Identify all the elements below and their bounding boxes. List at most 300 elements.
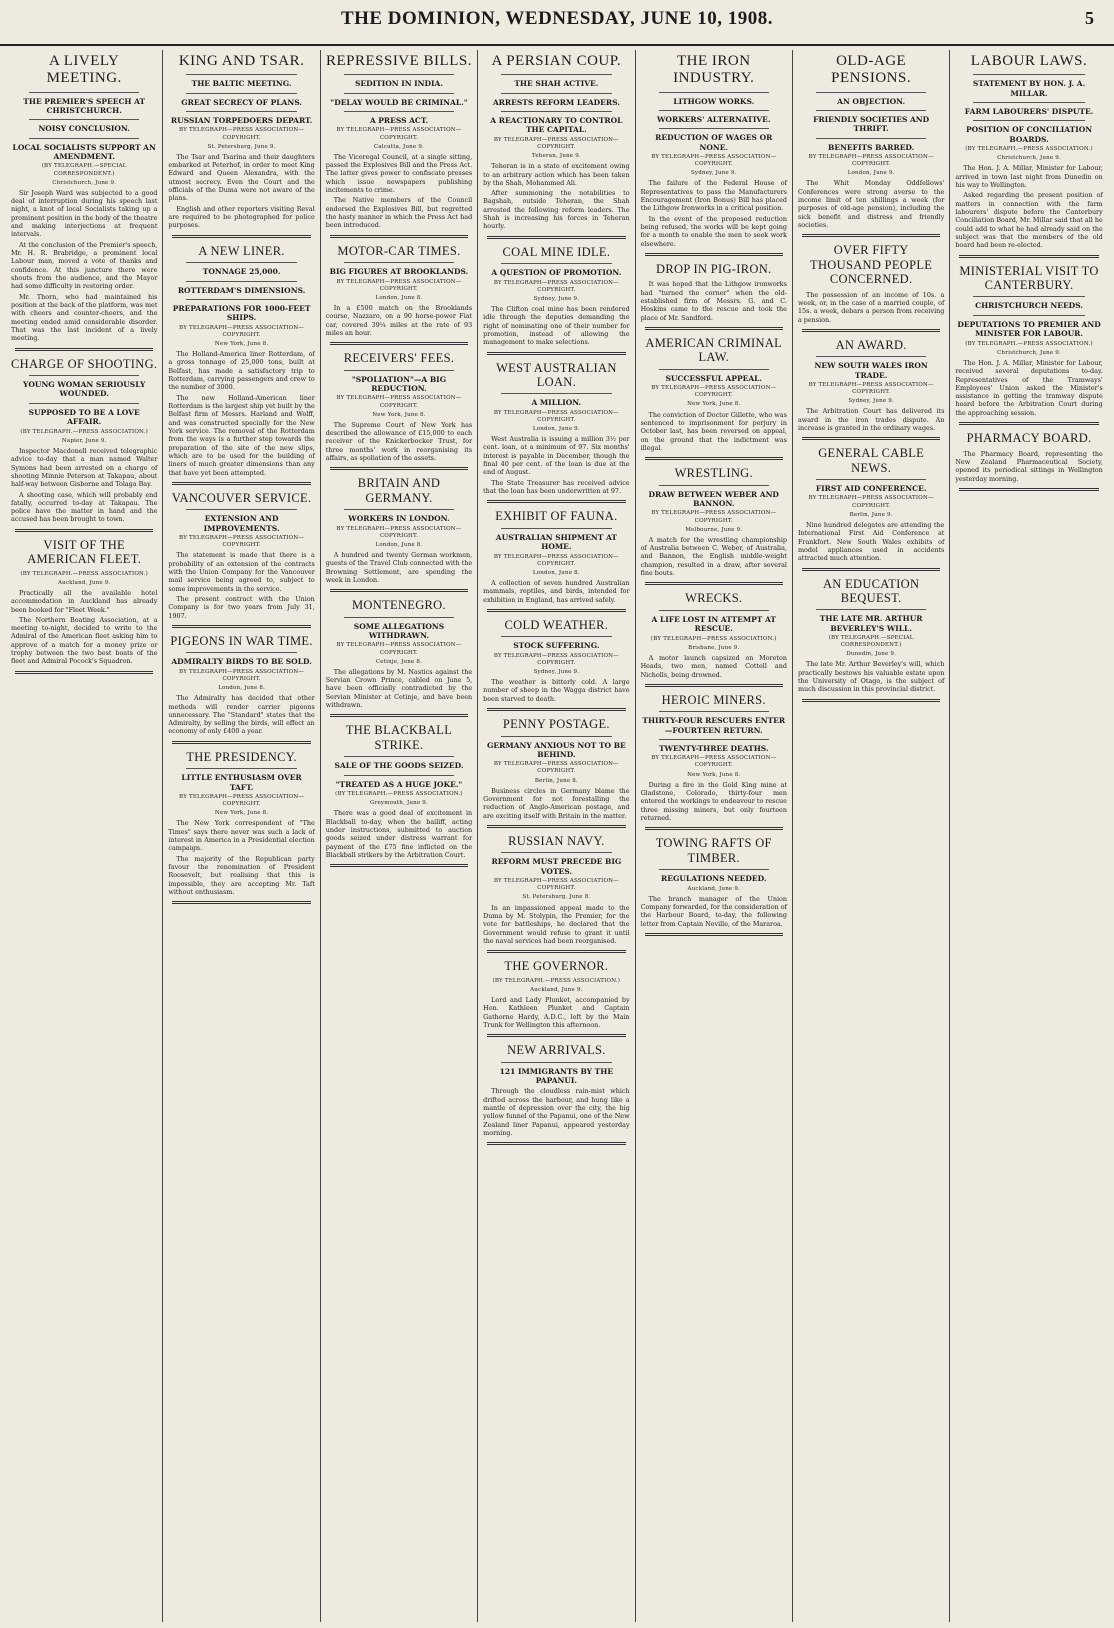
article-separator xyxy=(15,671,153,674)
dateline: New York, June 8. xyxy=(687,401,741,408)
article-separator xyxy=(645,933,783,936)
article-body xyxy=(483,787,629,820)
article-separator xyxy=(645,684,783,687)
article xyxy=(641,591,787,686)
paragraph: A hundred and twenty German workmen, guests of the Travel Club connected with the Browning Settlement, are spending the week in London. xyxy=(325,550,473,584)
wire-credit: BY TELEGRAPH—PRESS ASSOCIATION—COPYRIGHT. xyxy=(336,642,462,656)
article-subheading: TONNAGE 25,000. xyxy=(202,267,281,277)
article-subheading: 121 IMMIGRANTS BY THE PAPANUI. xyxy=(499,1066,614,1085)
article-headline: AN AWARD. xyxy=(835,337,907,352)
dateline: New York, June 8. xyxy=(372,411,426,418)
article-subheading: STATEMENT BY HON. J. A. MILLAR. xyxy=(972,79,1086,98)
article-headline: REPRESSIVE BILLS. xyxy=(325,53,472,69)
article-separator xyxy=(15,529,153,532)
divider xyxy=(186,111,296,112)
article-separator xyxy=(487,825,625,828)
article-headline: A NEW LINER. xyxy=(198,243,285,258)
divider xyxy=(501,1062,611,1063)
article-headline: PENNY POSTAGE. xyxy=(502,717,610,732)
divider xyxy=(186,652,296,653)
divider xyxy=(973,315,1084,316)
paragraph: In the event of the proposed reduction being refused, the works will be kept going for a month to enable the men to seek work elsewhere. xyxy=(640,214,787,248)
article-subheading: EXTENSION AND IMPROVEMENTS. xyxy=(203,514,280,533)
article-subheading: "TREATED AS A HUGE JOKE." xyxy=(335,779,463,789)
article xyxy=(798,53,944,237)
paragraph: The Hon. J. A. Millar, Minister for Labour, arrived in town last night from Dunedin on his way to Wellington. xyxy=(955,164,1103,190)
wire-credit: BY TELEGRAPH—PRESS ASSOCIATION—COPYRIGHT. xyxy=(493,553,619,567)
paragraph: The statement is made that there is a probability of an extension of the contracts with the Union Company for the Vancouver mail service being agreed to, subject to some improvements in the service. xyxy=(168,551,315,593)
article-body xyxy=(641,654,787,679)
paragraph: Nine hundred delegates are attending the International First Aid Conference at Frankfort. New South Wales exhibits of model appliances used in accidents attracted much attention. xyxy=(797,520,945,563)
wire-credit: (BY TELEGRAPH.—SPECIAL CORRESPONDENT.) xyxy=(828,635,914,649)
article xyxy=(11,53,157,351)
article-separator xyxy=(330,714,468,717)
paragraph: Mr. Thorn, who had maintained his position at the back of the platform, was met with cheers and counter-cheers, and the meeting ended amid considerable disorder. That was the last incident of a lively meeting. xyxy=(11,292,158,343)
dateline: Christchurch, June 9. xyxy=(52,179,117,186)
article-separator xyxy=(330,235,468,238)
wire-credit: (BY TELEGRAPH.—PRESS ASSOCIATION.) xyxy=(965,146,1093,153)
article-headline: MOTOR-CAR TIMES. xyxy=(337,243,461,258)
article-body xyxy=(641,280,787,322)
article-separator xyxy=(172,741,310,744)
dateline: Dunedin, June 9. xyxy=(846,651,897,658)
article-body xyxy=(641,179,787,248)
divider xyxy=(501,852,611,853)
paragraph: English and other reporters visiting Reval are required to be photographed for police purposes. xyxy=(168,204,315,230)
article xyxy=(168,53,314,238)
wire-credit: BY TELEGRAPH—PRESS ASSOCIATION—COPYRIGHT. xyxy=(493,409,619,423)
wire-credit: BY TELEGRAPH—PRESS ASSOCIATION—COPYRIGHT. xyxy=(651,385,777,399)
article-separator xyxy=(487,352,625,355)
divider xyxy=(973,120,1084,121)
article-separator xyxy=(802,234,940,237)
article-subheading: A QUESTION OF PROMOTION. xyxy=(491,268,622,278)
article xyxy=(798,577,944,702)
paragraph: The allegations by M. Nastics against the Servian Crown Prince, cabled on June 5, have been officially contradicted by the Servian Minister at Cetinje, and have been withdrawn. xyxy=(325,667,473,710)
article-separator xyxy=(487,609,625,612)
wire-credit: BY TELEGRAPH—PRESS ASSOCIATION—COPYRIGHT. xyxy=(179,668,305,682)
paragraph: Asked regarding the present position of matters in connection with the farm labourers' dispute before the Canterbury Conciliation Board, Mr. Millar said that all he could add to what he had already said on the subject was that the members of the old board had been re-elected. xyxy=(955,191,1103,250)
article-subheading: GERMANY ANXIOUS NOT TO BE BEHIND. xyxy=(486,740,626,759)
article-subheading: "DELAY WOULD BE CRIMINAL." xyxy=(330,97,468,107)
paragraph: The Hon. J. A. Millar, Minister for Labour, received several deputations to-day. Representatives of the Tramways' Employees' Union asked the Minister's assistance in getting the tramway dispute heard before the Arbitration Court during the approaching session. xyxy=(955,358,1103,417)
divider xyxy=(816,110,926,111)
article-separator xyxy=(172,901,310,904)
article-body xyxy=(11,447,157,524)
article-body xyxy=(326,304,472,337)
article-subheading: YOUNG WOMAN SERIOUSLY WOUNDED. xyxy=(23,380,146,399)
divider xyxy=(501,393,611,394)
divider xyxy=(659,128,769,129)
article-subheading: SALE OF THE GOODS SEIZED. xyxy=(334,761,464,771)
article-headline: THE IRON INDUSTRY. xyxy=(673,53,755,87)
dateline: London, June 9. xyxy=(532,426,580,433)
article-body xyxy=(326,668,472,710)
article xyxy=(11,538,157,674)
divider xyxy=(501,636,611,637)
article-headline: OLD-AGE PENSIONS. xyxy=(831,53,912,87)
divider xyxy=(344,262,454,263)
wire-credit: BY TELEGRAPH—PRESS ASSOCIATION—COPYRIGHT. xyxy=(336,278,462,292)
article-headline: RECEIVERS' FEES. xyxy=(343,351,455,366)
paragraph: During a fire in the Gold King mine at Gladstone, Colorado, thirty-four men entered the workings to endeavour to rescue three missing miners, but only fourteen returned. xyxy=(640,780,787,823)
article-headline: KING AND TSAR. xyxy=(178,53,305,69)
paragraph: The Native members of the Council endorsed the Explosives Bill, but regretted the hasty manner in which the Press Act had been introduced. xyxy=(325,196,473,230)
article-headline: WRECKS. xyxy=(685,591,743,606)
article-subheading: REDUCTION OF WAGES OR NONE. xyxy=(655,133,773,152)
article-subheading: THIRTY-FOUR RESCUERS ENTER—FOURTEEN RETURN. xyxy=(642,716,786,735)
paragraph: Through the cloudless rain-mist which drifted across the harbour, and hung like a mantle of depression over the city, the big yellow funnel of the Papanui, one of the New Zealand liner Papanui, appeared yesterday morning. xyxy=(483,1087,630,1137)
wire-credit: BY TELEGRAPH—PRESS ASSOCIATION—COPYRIGHT. xyxy=(651,755,777,769)
column-1 xyxy=(6,50,163,1622)
article xyxy=(483,509,629,612)
article-subheading: THE PREMIER'S SPEECH AT CHRISTCHURCH. xyxy=(23,96,146,115)
divider xyxy=(816,479,926,480)
article-separator xyxy=(330,864,468,867)
article-subheading: SUPPOSED TO BE A LOVE AFFAIR. xyxy=(28,407,140,427)
article xyxy=(326,476,472,592)
paragraph: The new Holland-American liner Rotterdam is the largest ship yet built by the Belfast firm of Messrs. Harland and Wolff, and was constructed specially for the New York service. The removal of the Rotterdam from the ways is a further step towards the preparation of the site of the new slips, which are to be used for the building of liners of much greater dimensions than any that have yet been attempted. xyxy=(168,393,315,477)
article-subheading: AN OBJECTION. xyxy=(837,96,906,106)
wire-credit: (BY TELEGRAPH.—PRESS ASSOCIATION.) xyxy=(965,340,1093,347)
article xyxy=(955,53,1102,258)
divider xyxy=(29,403,139,404)
article xyxy=(483,959,629,1037)
wire-credit: (BY TELEGRAPH.—PRESS ASSOCIATION.) xyxy=(20,428,148,435)
article-subheading: LITTLE ENTHUSIASM OVER TAFT. xyxy=(181,773,302,792)
article-headline: THE PRESIDENCY. xyxy=(186,749,297,764)
article-headline: CHARGE OF SHOOTING. xyxy=(11,356,158,371)
article xyxy=(168,634,314,744)
divider xyxy=(186,93,296,94)
article-body xyxy=(483,678,629,703)
article-separator xyxy=(330,467,468,470)
article-subheading: ADMIRALTY BIRDS TO BE SOLD. xyxy=(171,657,312,667)
paragraph: The Northern Boating Association, at a meeting to-night, decided to write to the Admiral of the American fleet asking him to approve of a match for a money prize or trophy between the two best boats of the fleet and Admiral Pocock's Squadron. xyxy=(11,615,158,666)
paragraph: Teheran is in a state of excitement owing to an arbitrary action which has been taken by the Shah, Mohammed Ali. xyxy=(483,162,630,187)
divider xyxy=(344,93,454,94)
wire-credit: BY TELEGRAPH—PRESS ASSOCIATION—COPYRIGHT. xyxy=(808,381,934,396)
paragraph: A shooting case, which will probably end fatally, occurred to-day at Takapau. The police have the matter in hand and the accused has been brought to town. xyxy=(11,490,158,524)
paragraph: The weather is bitterly cold. A large number of sheep in the Wagga district have been starved to death. xyxy=(483,678,630,703)
article-headline: NEW ARRIVALS. xyxy=(507,1043,606,1058)
article-subheading: RUSSIAN TORPEDOERS DEPART. xyxy=(170,116,313,125)
article xyxy=(641,466,787,585)
article-separator xyxy=(487,236,625,239)
article-body xyxy=(11,189,157,343)
article-body xyxy=(168,551,314,620)
dateline: Sydney, June 9. xyxy=(533,669,580,676)
divider xyxy=(659,110,769,111)
wire-credit: BY TELEGRAPH—PRESS ASSOCIATION—COPYRIGHT. xyxy=(808,495,934,509)
article-separator xyxy=(15,348,153,351)
article-body xyxy=(483,579,629,604)
article xyxy=(326,598,472,717)
wire-credit: (BY TELEGRAPH.—PRESS ASSOCIATION.) xyxy=(335,790,463,797)
paragraph: The Admiralty has decided that other methods will render carrier pigeons unnecessary. The "Standard" states that the Admiralty, by selling the birds, will effect an economy of only £400 a year. xyxy=(168,694,315,736)
article-subheading: A MILLION. xyxy=(531,398,582,408)
article-subheading: THE SHAH ACTIVE. xyxy=(514,79,599,89)
article-body xyxy=(483,996,629,1029)
article-subheading: BENEFITS BARRED. xyxy=(828,142,915,152)
article-body xyxy=(11,589,157,666)
article-headline: VISIT OF THE AMERICAN FLEET. xyxy=(27,537,142,567)
article-headline: MONTENEGRO. xyxy=(352,598,446,613)
paragraph: The failure of the Federal House of Representatives to pass the Manufacturers Encouragement (Iron Bonus) Bill has placed the Lithgow Ironworks in a critical position. xyxy=(640,179,787,213)
article-body xyxy=(326,421,472,463)
divider xyxy=(501,111,611,112)
article-separator xyxy=(487,1034,625,1037)
paragraph: The majority of the Republican party favour the renomination of President Roosevelt, but realising that this is impossible, they are accepting Mr. Taft without enthusiasm. xyxy=(168,854,315,896)
divider xyxy=(29,119,139,120)
article-subheading: NOISY CONCLUSION. xyxy=(38,124,130,134)
article xyxy=(641,693,787,831)
paragraph: The Pharmacy Board, representing the New Zealand Pharmaceutical Society, opened its periodical sittings in Wellington yesterday morning. xyxy=(955,449,1103,483)
column-6 xyxy=(793,50,950,1622)
article-separator xyxy=(487,950,625,953)
article-body xyxy=(798,660,944,693)
article-subheading: A PRESS ACT. xyxy=(369,116,429,125)
wire-credit: BY TELEGRAPH—PRESS ASSOCIATION—COPYRIGHT. xyxy=(493,761,619,775)
article-subheading: THE LATE MR. ARTHUR BEVERLEY'S WILL. xyxy=(819,614,923,633)
column-3 xyxy=(321,50,478,1622)
dateline: Napier, June 9. xyxy=(61,437,107,444)
wire-credit: BY TELEGRAPH—PRESS ASSOCIATION—COPYRIGHT. xyxy=(651,510,777,524)
column-5 xyxy=(636,50,793,1622)
paragraph: A motor launch capsized on Moreton Heads, two men, named Cottell and Nicholls, being drowned. xyxy=(640,653,787,679)
paragraph: After summoning the notabilities to Bagshah, outside Teheran, the Shah arrested the following reform leaders. The Shah is increasing his forces in Teheran hourly. xyxy=(483,189,630,231)
divider xyxy=(344,111,454,112)
article-separator xyxy=(330,589,468,592)
article-headline: PIGEONS IN WAR TIME. xyxy=(170,634,313,648)
article xyxy=(11,357,157,532)
article-headline: HEROIC MINERS. xyxy=(661,692,766,707)
divider xyxy=(29,138,139,139)
article xyxy=(798,243,944,331)
columns xyxy=(6,50,1108,1622)
article-body xyxy=(483,1087,629,1137)
divider xyxy=(344,509,454,510)
article xyxy=(168,750,314,905)
article-headline: A LIVELY MEETING. xyxy=(46,53,122,87)
article-subheading: AUSTRALIAN SHIPMENT AT HOME. xyxy=(495,532,617,552)
divider xyxy=(501,93,611,94)
article-body xyxy=(798,291,944,324)
article-body xyxy=(955,450,1102,483)
article-body xyxy=(483,305,629,347)
article-subheading: ARRESTS REFORM LEADERS. xyxy=(492,97,620,107)
wire-credit: BY TELEGRAPH—PRESS ASSOCIATION—COPYRIGHT. xyxy=(493,136,619,150)
article-body xyxy=(955,359,1102,417)
article-body xyxy=(483,904,629,946)
article-separator xyxy=(802,699,940,702)
article-subheading: THE BALTIC MEETING. xyxy=(191,79,292,89)
article-separator xyxy=(645,827,783,830)
article-subheading: A REACTIONARY TO CONTROL THE CAPITAL. xyxy=(490,116,623,135)
article xyxy=(483,245,629,355)
article-subheading: REGULATIONS NEEDED. xyxy=(661,874,767,884)
paragraph: The Whit Monday Oddfellows' Conferences were strong averse to the income limit of ten shillings a week (for purposes of old-age pension), including the sick benefit and distress and friendly societies. xyxy=(797,179,945,230)
wire-credit: BY TELEGRAPH—PRESS ASSOCIATION—COPYRIGHT. xyxy=(179,324,305,338)
article-body xyxy=(798,407,944,432)
article-separator xyxy=(802,568,940,571)
wire-credit: BY TELEGRAPH—PRESS ASSOCIATION—COPYRIGHT. xyxy=(179,535,305,549)
divider xyxy=(501,528,611,529)
dateline: London, June 8. xyxy=(532,569,580,576)
paragraph: The Tsar and Tsarina and their daughters embarked at Peterhof, in order to meet King Edward and Queen Alexandra, with the utmost secrecy. Even the Court and the officials of the Duma were not aware of the plans. xyxy=(168,152,315,203)
paragraph: The branch manager of the Union Company forwarded, for the consideration of the Harbour Board, to-day, the following letter from Captain Neville, of the Mararoa. xyxy=(640,894,787,928)
article xyxy=(641,262,787,330)
article-headline: PHARMACY BOARD. xyxy=(966,431,1092,446)
article xyxy=(168,491,314,628)
divider xyxy=(186,281,296,282)
article-body xyxy=(798,179,944,229)
divider xyxy=(186,74,296,75)
divider xyxy=(344,617,454,618)
wire-credit: (BY TELEGRAPH.—PRESS ASSOCIATION.) xyxy=(492,977,621,984)
article-headline: A PERSIAN COUP. xyxy=(491,53,622,69)
divider xyxy=(344,74,454,75)
dateline: Berlin, June 9. xyxy=(849,511,893,518)
paragraph: The conviction of Doctor Gillette, who was sentenced to imprisonment for perjury in October last, has been reversed on appeal, on the ground that the indictment was illegal. xyxy=(640,410,787,452)
article xyxy=(483,618,629,711)
article-headline: BRITAIN AND GERMANY. xyxy=(357,476,441,505)
paragraph: A match for the wrestling championship of Australia between C. Weber, of Australia, and Bannon, the English middle-weight champion, resulted in a draw, after several fine bouts. xyxy=(640,535,787,578)
divider xyxy=(344,756,454,757)
dateline: Calcutta, June 9. xyxy=(373,143,424,150)
paragraph: In an impassioned appeal made to the Duma by M. Stolypin, the Premier, for the vote for battleships, he declared that the Government would refuse to grant it until the naval services had been reorganised. xyxy=(483,903,630,945)
article xyxy=(326,244,472,345)
article xyxy=(326,53,472,238)
article-headline: WEST AUSTRALIAN LOAN. xyxy=(496,360,617,389)
dateline: Auckland, June 9. xyxy=(57,579,111,586)
column-4 xyxy=(478,50,635,1622)
paragraph: Sir Joseph Ward was subjected to a good deal of interruption during his speech last night, a knot of local Socialists taking up a prominent position in the body of the theatre and making interjections at frequent intervals. xyxy=(11,188,158,239)
wire-credit: BY TELEGRAPH—PRESS ASSOCIATION—COPYRIGHT. xyxy=(179,127,305,141)
article-separator xyxy=(959,488,1098,491)
article-subheading: SEDITION IN INDIA. xyxy=(354,79,443,89)
divider xyxy=(659,739,769,740)
article xyxy=(483,53,629,239)
dateline: London, June 8. xyxy=(375,541,423,548)
divider xyxy=(973,102,1084,103)
article-headline: THE GOVERNOR. xyxy=(504,959,609,974)
dateline: St. Petersburg, June 8. xyxy=(522,894,591,901)
divider xyxy=(186,262,296,263)
article-separator xyxy=(487,708,625,711)
paragraph: There was a good deal of excitement in Blackball to-day, when the bailiff, acting under instructions, submitted to auction goods seized under distress warrant for payment of the £75 fine inflicted on the Blackball strikers by the Arbitration Court. xyxy=(325,809,473,859)
divider xyxy=(659,610,769,611)
paragraph: The Holland-America liner Rotterdam, of a gross tonnage of 25,000 tons, built at Belfast, has made a satisfactory trip to Rotterdam, carrying passengers and crew to the number of 3000. xyxy=(168,350,315,392)
dateline: Christchurch, June 9. xyxy=(997,349,1061,356)
article-body xyxy=(168,350,314,477)
article-separator xyxy=(959,422,1098,425)
divider xyxy=(186,509,296,510)
article-separator xyxy=(645,457,783,460)
article-separator xyxy=(645,253,783,256)
article-subheading: LITHGOW WORKS. xyxy=(673,96,755,106)
article xyxy=(168,244,314,485)
divider xyxy=(29,92,139,93)
dateline: New York, June 8. xyxy=(214,810,269,817)
article-separator xyxy=(172,482,310,485)
paragraph: The possession of an income of 10s. a week, or, in the case of a married couple, of 15s. a week, debars a person from receiving a pension. xyxy=(797,290,945,324)
article xyxy=(955,431,1102,491)
wire-credit: BY TELEGRAPH—PRESS ASSOCIATION—COPYRIGHT. xyxy=(493,279,619,293)
dateline: Auckland, June 9. xyxy=(687,885,740,892)
article-body xyxy=(168,694,314,736)
wire-credit: (BY TELEGRAPH—PRESS ASSOCIATION.) xyxy=(650,635,777,642)
dateline: London, June 8. xyxy=(375,294,423,301)
paragraph: A collection of seven hundred Australian mammals, reptiles, and birds, intended for exhibition in England, has arrived safely. xyxy=(483,579,630,604)
wire-credit: BY TELEGRAPH—PRESS ASSOCIATION—COPYRIGHT. xyxy=(179,793,305,808)
divider xyxy=(816,356,926,357)
dateline: Teheran, June 9. xyxy=(531,153,581,160)
article-subheading: "SPOLIATION"—A BIG REDUCTION. xyxy=(351,374,447,393)
paragraph: The present contract with the Union Company is for two years from July 31, 1907. xyxy=(168,595,315,620)
article xyxy=(483,834,629,953)
article-subheading: WORKERS' ALTERNATIVE. xyxy=(657,114,771,124)
dateline: Auckland, June 9. xyxy=(530,986,583,993)
dateline: Brisbane, June 9. xyxy=(688,644,740,651)
article-subheading: REFORM MUST PRECEDE BIG VOTES. xyxy=(491,857,622,876)
paragraph: The Viceregal Council, at a single sitting, passed the Explosives Bill and the Press Act. The latter gives power to confiscate presses which issue newspapers publishing incitements to crime. xyxy=(325,152,473,195)
article-headline: THE BLACKBALL STRIKE. xyxy=(345,723,453,752)
article-subheading: POSITION OF CONCILIATION BOARDS. xyxy=(965,125,1093,144)
divider xyxy=(29,375,139,376)
dateline: Sydney, June 9. xyxy=(533,295,580,302)
wire-credit: BY TELEGRAPH—PRESS ASSOCIATION—COPYRIGHT. xyxy=(336,127,462,141)
divider xyxy=(659,869,769,870)
divider xyxy=(344,370,454,371)
article-headline: AN EDUCATION BEQUEST. xyxy=(822,576,920,605)
article-separator xyxy=(330,342,468,345)
wire-credit: (BY TELEGRAPH.—SPECIAL CORRESPONDENT.) xyxy=(41,163,127,177)
article xyxy=(483,361,629,504)
paragraph: The Arbitration Court has delivered its award in the iron trades dispute. An increase is granted in the ordinary wages. xyxy=(797,407,945,433)
divider xyxy=(344,775,454,776)
dateline: Christchurch, June 9. xyxy=(997,155,1061,162)
article-headline: AMERICAN CRIMINAL LAW. xyxy=(645,336,783,365)
divider xyxy=(186,768,296,769)
article-body xyxy=(326,809,472,859)
divider xyxy=(973,74,1084,75)
paragraph: The New York correspondent of "The Times" says there never was such a lack of interest in America in a Presidential election campaign. xyxy=(168,819,315,853)
wire-credit: (BY TELEGRAPH.—PRESS ASSOCIATION.) xyxy=(20,570,148,577)
paragraph: It was hoped that the Lithgow ironworks had "turned the corner" when the old-established firm of Messrs. G. and C. Hoskins came to the rescue and took the place of Mr. Sandford. xyxy=(640,280,787,322)
article-headline: RUSSIAN NAVY. xyxy=(508,834,605,848)
article-subheading: SOME ALLEGATIONS WITHDRAWN. xyxy=(353,621,445,641)
article-subheading: FIRST AID CONFERENCE. xyxy=(815,484,927,494)
article-subheading: BIG FIGURES AT BROOKLANDS. xyxy=(329,267,469,277)
paragraph: West Australia is issuing a million 3½ per cent. loan, at a minimum of 97. Six months' interest is payable in December, though the final 40 per cent. of the loan is due at the end of August. xyxy=(483,435,630,477)
article-subheading: FARM LABOURERS' DISPUTE. xyxy=(964,107,1094,116)
column-7 xyxy=(950,50,1107,1622)
dateline: Cetinje, June 8. xyxy=(375,658,423,665)
article-separator xyxy=(487,500,625,503)
article-separator xyxy=(802,437,940,440)
article-body xyxy=(168,819,314,896)
article-separator xyxy=(959,255,1098,258)
article-subheading: A LIFE LOST IN ATTEMPT AT RESCUE. xyxy=(651,614,776,634)
divider xyxy=(816,92,926,93)
article-headline: GENERAL CABLE NEWS. xyxy=(818,446,925,475)
article-subheading: STOCK SUFFERING. xyxy=(513,641,600,651)
paragraph: The late Mr. Arthur Beverley's will, which practically bestows his valuable estate upon the University of Otago, is the subject of much discussion in this provincial district. xyxy=(797,660,945,694)
article-body xyxy=(326,153,472,230)
article-headline: VANCOUVER SERVICE. xyxy=(171,490,312,505)
article-subheading: CHRISTCHURCH NEEDS. xyxy=(975,301,1083,311)
